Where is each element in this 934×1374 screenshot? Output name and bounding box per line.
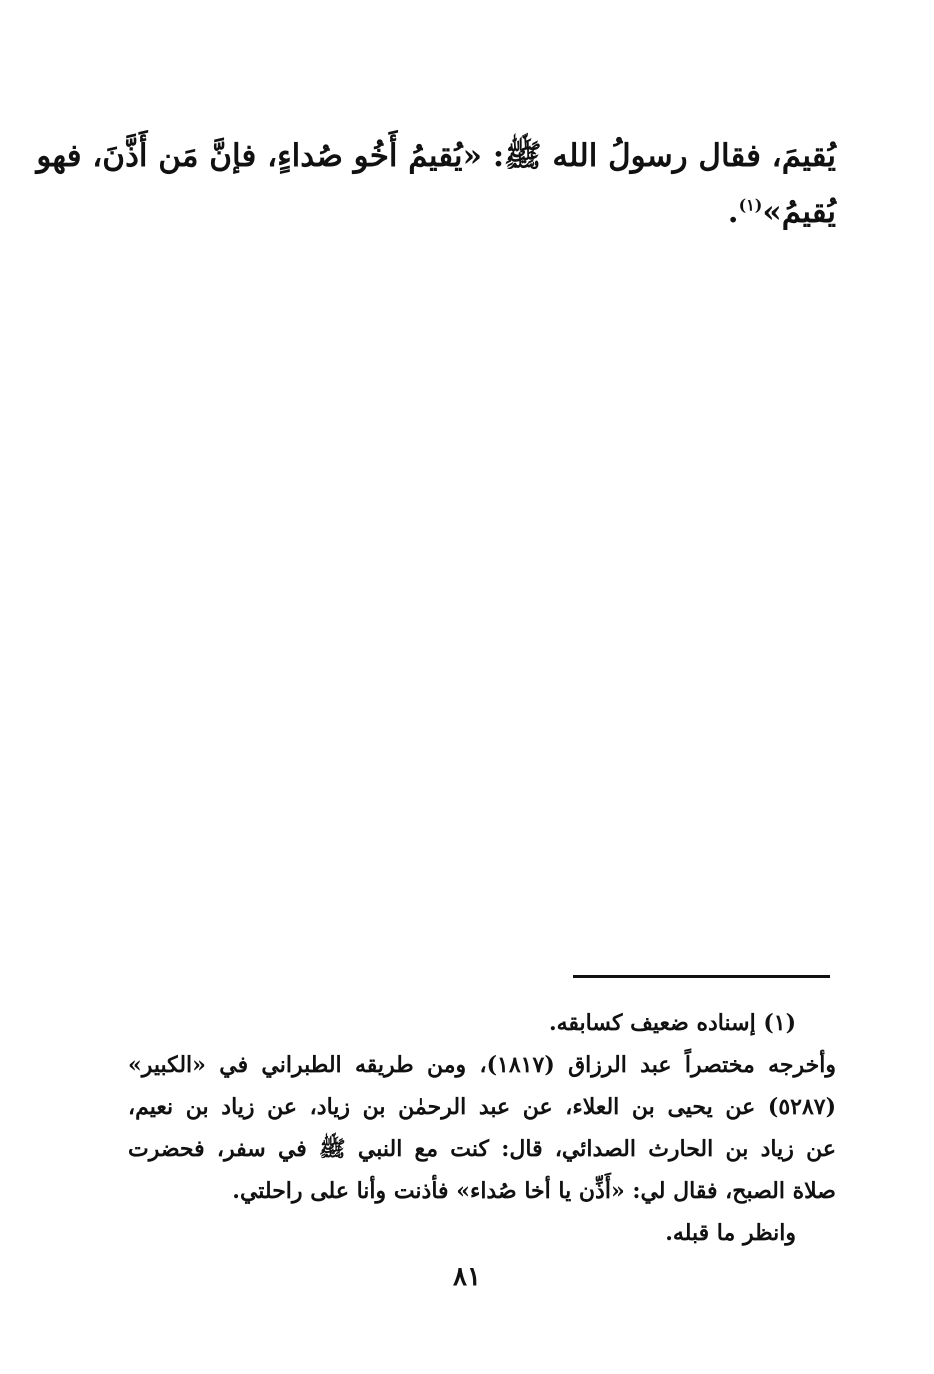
page-number: ٨١ [453, 1262, 481, 1292]
footnote-divider [573, 975, 830, 978]
footnote-line: (١) إسناده ضعيف كسابقه. [548, 1010, 796, 1036]
main-text-fragment: . [727, 194, 739, 230]
footnote-line: وأخرجه مختصراً عبد الرزاق (١٨١٧)، ومن طريقه الطبراني في «الكبير» [128, 1052, 836, 1078]
main-text-line: يُقيمَ، فقال رسولُ الله ﷺ: «يُقيمُ أَخُو صُداءٍ، فإنَّ مَن أَذَّنَ، فهو [36, 138, 836, 174]
footnote-reference: (١) [738, 195, 763, 215]
footnote-line: عن زياد بن الحارث الصدائي، قال: كنت مع النبي ﷺ في سفر، فحضرت [128, 1136, 836, 1162]
footnotes [128, 1002, 836, 1254]
footnote-line: صلاة الصبح، فقال لي: «أَذِّن يا أخا صُداء» فأذنت وأنا على راحلتي. [232, 1178, 836, 1204]
main-text-fragment: يُقيمُ» [762, 194, 836, 230]
footnote-line: وانظر ما قبله. [665, 1220, 796, 1246]
main-text-line [128, 184, 836, 240]
footnote-line: (٥٢٨٧) عن يحيى بن العلاء، عن عبد الرحمٰن بن زياد، عن زياد بن نعيم، [128, 1094, 836, 1120]
main-text [36, 128, 836, 240]
